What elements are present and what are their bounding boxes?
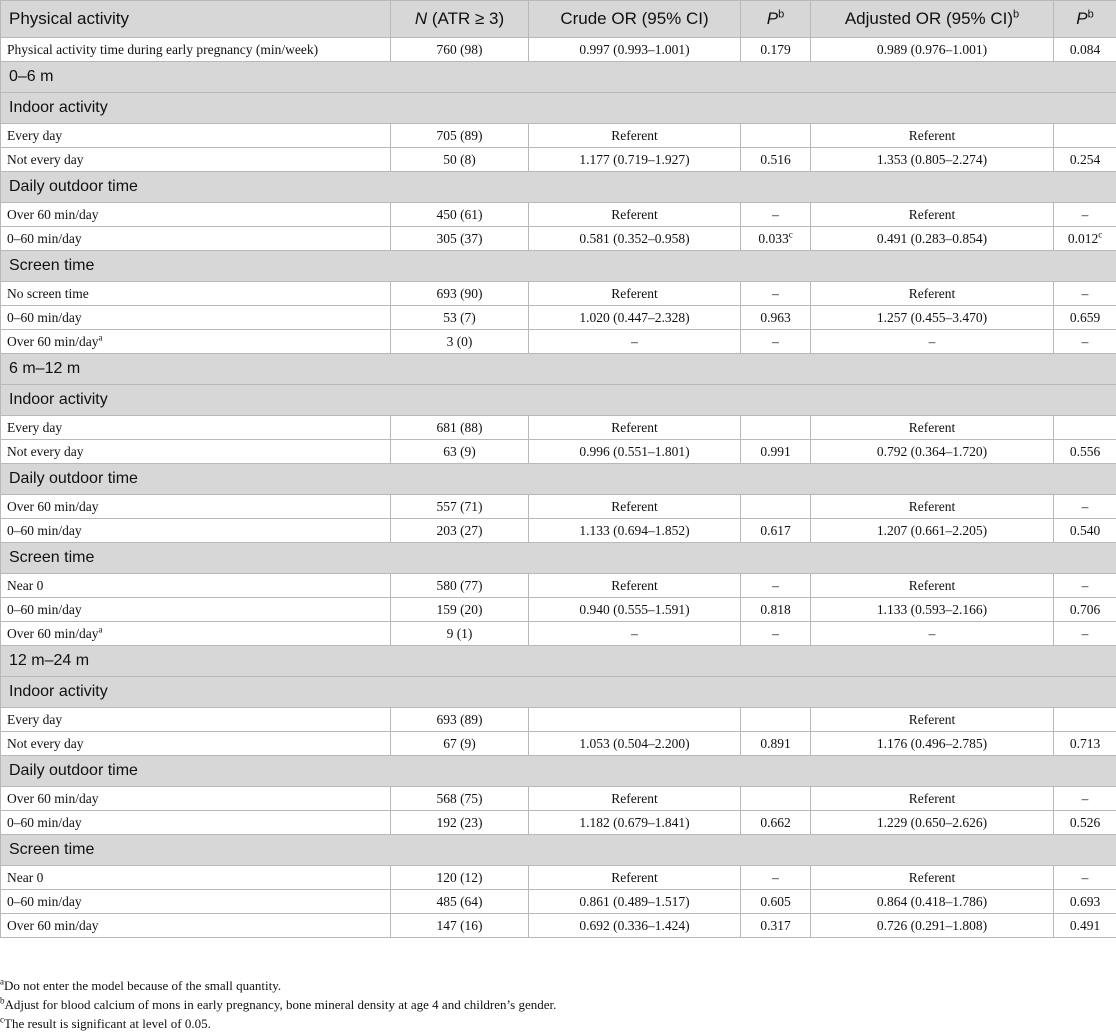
- cell-label: [1, 203, 391, 227]
- header-p-sup: b: [778, 8, 785, 21]
- footnote-text: The result is significant at level of 0.05.: [4, 1016, 211, 1031]
- cell-adjusted-or: 0.864 (0.418–1.786): [811, 890, 1054, 914]
- cell-label: [1, 124, 391, 148]
- cell-crude-or: –: [529, 622, 741, 646]
- cell-p-adjusted-value: 0.556: [1069, 443, 1101, 459]
- group-header-row: [1, 385, 1116, 416]
- cell-label-text: 0–60 min/day: [7, 522, 82, 538]
- cell-label: [1, 890, 391, 914]
- cell-label: [1, 811, 391, 835]
- cell-p-crude: [741, 622, 811, 646]
- cell-adjusted-or: 1.257 (0.455–3.470): [811, 306, 1054, 330]
- cell-adjusted-or: 0.726 (0.291–1.808): [811, 914, 1054, 938]
- footnote: [0, 976, 1110, 995]
- cell-p-adjusted-value: 0.254: [1069, 151, 1101, 167]
- cell-p-crude-value: 0.617: [760, 522, 791, 538]
- cell-p-adjusted-value: 0.659: [1069, 309, 1101, 325]
- cell-crude-or: 0.581 (0.352–0.958): [529, 227, 741, 251]
- cell-label-text: 0–60 min/day: [7, 309, 82, 325]
- cell-label-text: 0–60 min/day: [7, 893, 82, 909]
- cell-p-adjusted: [1054, 787, 1116, 811]
- cell-p-crude-value: 0.516: [760, 151, 791, 167]
- header-row: [1, 1, 1116, 38]
- cell-n: 681 (88): [391, 416, 529, 440]
- table-row: [1, 787, 1116, 811]
- group-title: Indoor activity: [1, 677, 1116, 708]
- footnote-text: Do not enter the model because of the small quantity.: [4, 978, 282, 993]
- table-row: [1, 440, 1116, 464]
- cell-p-adjusted: [1054, 416, 1116, 440]
- cell-label-text: Not every day: [7, 443, 84, 459]
- table-row: [1, 598, 1116, 622]
- group-title: Indoor activity: [1, 385, 1116, 416]
- cell-p-crude: [741, 732, 811, 756]
- cell-p-crude: [741, 866, 811, 890]
- cell-label: [1, 495, 391, 519]
- cell-adjusted-or: 1.207 (0.661–2.205): [811, 519, 1054, 543]
- group-title: Daily outdoor time: [1, 756, 1116, 787]
- section-title: 0–6 m: [1, 62, 1116, 93]
- cell-p-adjusted: [1054, 495, 1116, 519]
- cell-p-crude: [741, 227, 811, 251]
- cell-p-adjusted: [1054, 148, 1116, 172]
- cell-label-text: Over 60 min/day: [7, 206, 99, 222]
- cell-p-adjusted-value: –: [1081, 869, 1089, 885]
- group-header-row: [1, 172, 1116, 203]
- cell-adjusted-or: Referent: [811, 574, 1054, 598]
- cell-crude-or: Referent: [529, 282, 741, 306]
- cell-p-adjusted-value: 0.084: [1069, 41, 1101, 57]
- header-p2-sup: b: [1087, 8, 1094, 21]
- cell-adjusted-or: –: [811, 622, 1054, 646]
- cell-p-adjusted: [1054, 866, 1116, 890]
- cell-crude-or: 1.177 (0.719–1.927): [529, 148, 741, 172]
- cell-adjusted-or: 0.792 (0.364–1.720): [811, 440, 1054, 464]
- cell-p-crude-value: 0.662: [760, 814, 791, 830]
- cell-p-adjusted: [1054, 732, 1116, 756]
- cell-crude-or: 1.182 (0.679–1.841): [529, 811, 741, 835]
- cell-p-crude: [741, 148, 811, 172]
- cell-n: 557 (71): [391, 495, 529, 519]
- cell-label-text: Over 60 min/day: [7, 917, 99, 933]
- group-header-row: [1, 677, 1116, 708]
- cell-adjusted-or: Referent: [811, 787, 1054, 811]
- table-row: [1, 811, 1116, 835]
- cell-p-adjusted: [1054, 574, 1116, 598]
- cell-p-crude: [741, 574, 811, 598]
- cell-p-crude-sup: c: [788, 229, 793, 239]
- cell-label-text: 0–60 min/day: [7, 230, 82, 246]
- cell-p-adjusted-value: 0.540: [1069, 522, 1101, 538]
- cell-p-crude: [741, 330, 811, 354]
- table-row: [1, 330, 1116, 354]
- cell-p-adjusted: [1054, 811, 1116, 835]
- table-row: [1, 306, 1116, 330]
- cell-n: 3 (0): [391, 330, 529, 354]
- table-row: [1, 148, 1116, 172]
- cell-n: 580 (77): [391, 574, 529, 598]
- cell-crude-or: 1.053 (0.504–2.200): [529, 732, 741, 756]
- table-row: [1, 416, 1116, 440]
- table-row: [1, 203, 1116, 227]
- table-row: [1, 708, 1116, 732]
- cell-adjusted-or: –: [811, 330, 1054, 354]
- cell-p-adjusted: [1054, 440, 1116, 464]
- cell-adjusted-or: Referent: [811, 708, 1054, 732]
- cell-p-adjusted: [1054, 227, 1116, 251]
- cell-adjusted-or: 1.229 (0.650–2.626): [811, 811, 1054, 835]
- cell-adjusted-or: Referent: [811, 282, 1054, 306]
- cell-n: 693 (89): [391, 708, 529, 732]
- header-crude-or: Crude OR (95% CI): [529, 1, 741, 38]
- cell-label-text: Every day: [7, 419, 63, 435]
- cell-p-adjusted: [1054, 306, 1116, 330]
- cell-crude-or: Referent: [529, 574, 741, 598]
- cell-n: 120 (12): [391, 866, 529, 890]
- cell-label: [1, 227, 391, 251]
- cell-p-crude: [741, 708, 811, 732]
- cell-label-text: Over 60 min/day: [7, 498, 99, 514]
- footnote: [0, 995, 1110, 1014]
- cell-p-crude-value: –: [772, 333, 779, 349]
- cell-p-adjusted: [1054, 914, 1116, 938]
- cell-p-crude: [741, 440, 811, 464]
- cell-n: 63 (9): [391, 440, 529, 464]
- table-row: [1, 732, 1116, 756]
- header-p-italic: P: [766, 9, 779, 28]
- cell-crude-or: Referent: [529, 416, 741, 440]
- cell-crude-or: –: [529, 330, 741, 354]
- header-p-adjusted: [1054, 1, 1116, 38]
- cell-p-crude: [741, 787, 811, 811]
- cell-p-crude: [741, 282, 811, 306]
- cell-p-adjusted: [1054, 622, 1116, 646]
- cell-p-adjusted: [1054, 519, 1116, 543]
- cell-adjusted-or: 1.133 (0.593–2.166): [811, 598, 1054, 622]
- cell-p-crude-value: –: [772, 577, 779, 593]
- cell-p-adjusted-value: –: [1081, 333, 1089, 349]
- cell-p-crude: [741, 914, 811, 938]
- cell-p-crude-value: –: [772, 869, 779, 885]
- group-title: Screen time: [1, 251, 1116, 282]
- cell-p-adjusted: [1054, 282, 1116, 306]
- section-title: 12 m–24 m: [1, 646, 1116, 677]
- cell-p-adjusted: [1054, 124, 1116, 148]
- cell-label: [1, 787, 391, 811]
- cell-p-adjusted-sup: c: [1098, 229, 1103, 239]
- cell-label: [1, 416, 391, 440]
- cell-p-crude: [741, 203, 811, 227]
- cell-p-crude-value: 0.317: [760, 917, 791, 933]
- cell-p-crude-value: 0.179: [760, 41, 791, 57]
- cell-adjusted-or: Referent: [811, 495, 1054, 519]
- cell-label: [1, 598, 391, 622]
- cell-p-crude: [741, 811, 811, 835]
- cell-n: 9 (1): [391, 622, 529, 646]
- table-row: [1, 495, 1116, 519]
- cell-label: [1, 866, 391, 890]
- cell-n: 705 (89): [391, 124, 529, 148]
- header-physical-activity: Physical activity: [1, 1, 391, 38]
- table-row: [1, 914, 1116, 938]
- table-row: [1, 519, 1116, 543]
- cell-label: [1, 282, 391, 306]
- cell-label: [1, 574, 391, 598]
- group-title: Screen time: [1, 543, 1116, 574]
- header-n-italic: N: [414, 9, 428, 28]
- cell-p-adjusted-value: –: [1081, 206, 1089, 222]
- cell-p-adjusted: [1054, 38, 1116, 62]
- footnotes: [0, 976, 1110, 1033]
- cell-crude-or: 0.940 (0.555–1.591): [529, 598, 741, 622]
- header-adjusted-or: [811, 1, 1054, 38]
- footnote-mark: a: [0, 976, 4, 987]
- cell-n: 147 (16): [391, 914, 529, 938]
- cell-label: [1, 330, 391, 354]
- cell-n: 693 (90): [391, 282, 529, 306]
- table-row: [1, 622, 1116, 646]
- cell-label-text: Not every day: [7, 735, 84, 751]
- cell-label-sup: a: [98, 332, 103, 342]
- cell-p-crude-value: –: [772, 625, 779, 641]
- cell-label-text: Over 60 min/day: [7, 333, 99, 349]
- cell-adjusted-or: 0.989 (0.976–1.001): [811, 38, 1054, 62]
- cell-crude-or: 0.692 (0.336–1.424): [529, 914, 741, 938]
- table-row: [1, 574, 1116, 598]
- cell-label-text: Every day: [7, 711, 63, 727]
- table-row: [1, 282, 1116, 306]
- cell-crude-or: 0.996 (0.551–1.801): [529, 440, 741, 464]
- section-header-row: [1, 354, 1116, 385]
- cell-crude-or: Referent: [529, 866, 741, 890]
- cell-p-adjusted-value: 0.706: [1069, 601, 1101, 617]
- cell-p-crude: [741, 306, 811, 330]
- cell-p-crude: [741, 598, 811, 622]
- cell-crude-or: Referent: [529, 787, 741, 811]
- cell-crude-or: 0.997 (0.993–1.001): [529, 38, 741, 62]
- group-header-row: [1, 543, 1116, 574]
- cell-n: 450 (61): [391, 203, 529, 227]
- cell-p-crude-value: –: [772, 206, 779, 222]
- cell-p-crude: [741, 38, 811, 62]
- cell-p-adjusted: [1054, 598, 1116, 622]
- section-header-row: [1, 62, 1116, 93]
- group-header-row: [1, 93, 1116, 124]
- cell-n: 203 (27): [391, 519, 529, 543]
- cell-label-text: Over 60 min/day: [7, 625, 99, 641]
- cell-label: [1, 519, 391, 543]
- table-row-pregnancy: [1, 38, 1116, 62]
- cell-p-adjusted-value: –: [1081, 577, 1089, 593]
- cell-n: 485 (64): [391, 890, 529, 914]
- group-header-row: [1, 464, 1116, 495]
- cell-label-text: No screen time: [7, 285, 89, 301]
- cell-label: [1, 708, 391, 732]
- cell-adjusted-or: 0.491 (0.283–0.854): [811, 227, 1054, 251]
- cell-p-crude: [741, 519, 811, 543]
- cell-p-crude-value: 0.033: [758, 230, 789, 246]
- cell-label-sup: a: [98, 624, 103, 634]
- table-body: [1, 38, 1116, 938]
- footnote-text: Adjust for blood calcium of mons in early pregnancy, bone mineral density at age 4 and children’s gender.: [4, 997, 557, 1012]
- cell-crude-or: Referent: [529, 124, 741, 148]
- group-header-row: [1, 251, 1116, 282]
- cell-n: 67 (9): [391, 732, 529, 756]
- cell-p-adjusted: [1054, 890, 1116, 914]
- group-header-row: [1, 835, 1116, 866]
- cell-label-text: Over 60 min/day: [7, 790, 99, 806]
- table-row: [1, 890, 1116, 914]
- cell-adjusted-or: 1.176 (0.496–2.785): [811, 732, 1054, 756]
- cell-p-adjusted-value: –: [1081, 498, 1089, 514]
- cell-adjusted-or: Referent: [811, 124, 1054, 148]
- group-title: Daily outdoor time: [1, 172, 1116, 203]
- table-row: [1, 124, 1116, 148]
- cell-p-adjusted-value: 0.526: [1069, 814, 1101, 830]
- cell-p-crude-value: 0.891: [760, 735, 791, 751]
- cell-label-text: Near 0: [7, 577, 44, 593]
- table-row: [1, 866, 1116, 890]
- group-title: Indoor activity: [1, 93, 1116, 124]
- cell-p-crude-value: 0.605: [760, 893, 791, 909]
- footnote-mark: c: [0, 1014, 4, 1025]
- cell-n: 568 (75): [391, 787, 529, 811]
- cell-label-text: Near 0: [7, 869, 44, 885]
- cell-label: [1, 732, 391, 756]
- cell-adjusted-or: Referent: [811, 203, 1054, 227]
- cell-n: 760 (98): [391, 38, 529, 62]
- cell-label: [1, 622, 391, 646]
- cell-n: 159 (20): [391, 598, 529, 622]
- cell-label: [1, 914, 391, 938]
- group-title: Daily outdoor time: [1, 464, 1116, 495]
- cell-p-adjusted-value: 0.491: [1069, 917, 1101, 933]
- header-p-crude: [741, 1, 811, 38]
- cell-label: [1, 306, 391, 330]
- table-row: [1, 227, 1116, 251]
- cell-p-crude: [741, 124, 811, 148]
- cell-label-text: Every day: [7, 127, 63, 143]
- group-title: Screen time: [1, 835, 1116, 866]
- header-adjusted-label: Adjusted OR (95% CI): [844, 9, 1014, 28]
- cell-p-crude-value: 0.963: [760, 309, 791, 325]
- cell-p-adjusted: [1054, 330, 1116, 354]
- cell-p-crude-value: –: [772, 285, 779, 301]
- cell-crude-or: [529, 708, 741, 732]
- cell-label: [1, 148, 391, 172]
- cell-label: Physical activity time during early pregnancy (min/week): [1, 38, 391, 62]
- cell-p-crude: [741, 416, 811, 440]
- cell-label: [1, 440, 391, 464]
- cell-p-adjusted-value: 0.713: [1069, 735, 1101, 751]
- section-title: 6 m–12 m: [1, 354, 1116, 385]
- cell-p-crude-value: 0.991: [760, 443, 791, 459]
- cell-label-text: Not every day: [7, 151, 84, 167]
- cell-p-crude: [741, 890, 811, 914]
- cell-label-text: 0–60 min/day: [7, 814, 82, 830]
- cell-p-adjusted: [1054, 708, 1116, 732]
- cell-p-crude: [741, 495, 811, 519]
- cell-crude-or: 1.020 (0.447–2.328): [529, 306, 741, 330]
- cell-p-adjusted: [1054, 203, 1116, 227]
- cell-n: 50 (8): [391, 148, 529, 172]
- header-n-atr: [391, 1, 529, 38]
- cell-adjusted-or: Referent: [811, 866, 1054, 890]
- header-p2-italic: P: [1076, 9, 1088, 28]
- footnote: [0, 1014, 1110, 1033]
- cell-p-adjusted-value: 0.693: [1069, 893, 1101, 909]
- header-adjusted-sup: b: [1013, 8, 1020, 21]
- cell-n: 53 (7): [391, 306, 529, 330]
- cell-adjusted-or: Referent: [811, 416, 1054, 440]
- cell-p-adjusted-value: –: [1081, 625, 1089, 641]
- cell-crude-or: 0.861 (0.489–1.517): [529, 890, 741, 914]
- cell-adjusted-or: 1.353 (0.805–2.274): [811, 148, 1054, 172]
- section-header-row: [1, 646, 1116, 677]
- cell-p-adjusted-value: –: [1081, 285, 1089, 301]
- group-header-row: [1, 756, 1116, 787]
- cell-n: 192 (23): [391, 811, 529, 835]
- header-n-rest: (ATR ≥ 3): [427, 9, 505, 28]
- cell-p-crude-value: 0.818: [760, 601, 791, 617]
- cell-crude-or: Referent: [529, 495, 741, 519]
- cell-label-text: 0–60 min/day: [7, 601, 82, 617]
- cell-p-adjusted-value: –: [1081, 790, 1089, 806]
- cell-crude-or: 1.133 (0.694–1.852): [529, 519, 741, 543]
- footnote-mark: b: [0, 995, 5, 1006]
- cell-p-adjusted-value: 0.012: [1067, 230, 1099, 246]
- cell-crude-or: Referent: [529, 203, 741, 227]
- cell-n: 305 (37): [391, 227, 529, 251]
